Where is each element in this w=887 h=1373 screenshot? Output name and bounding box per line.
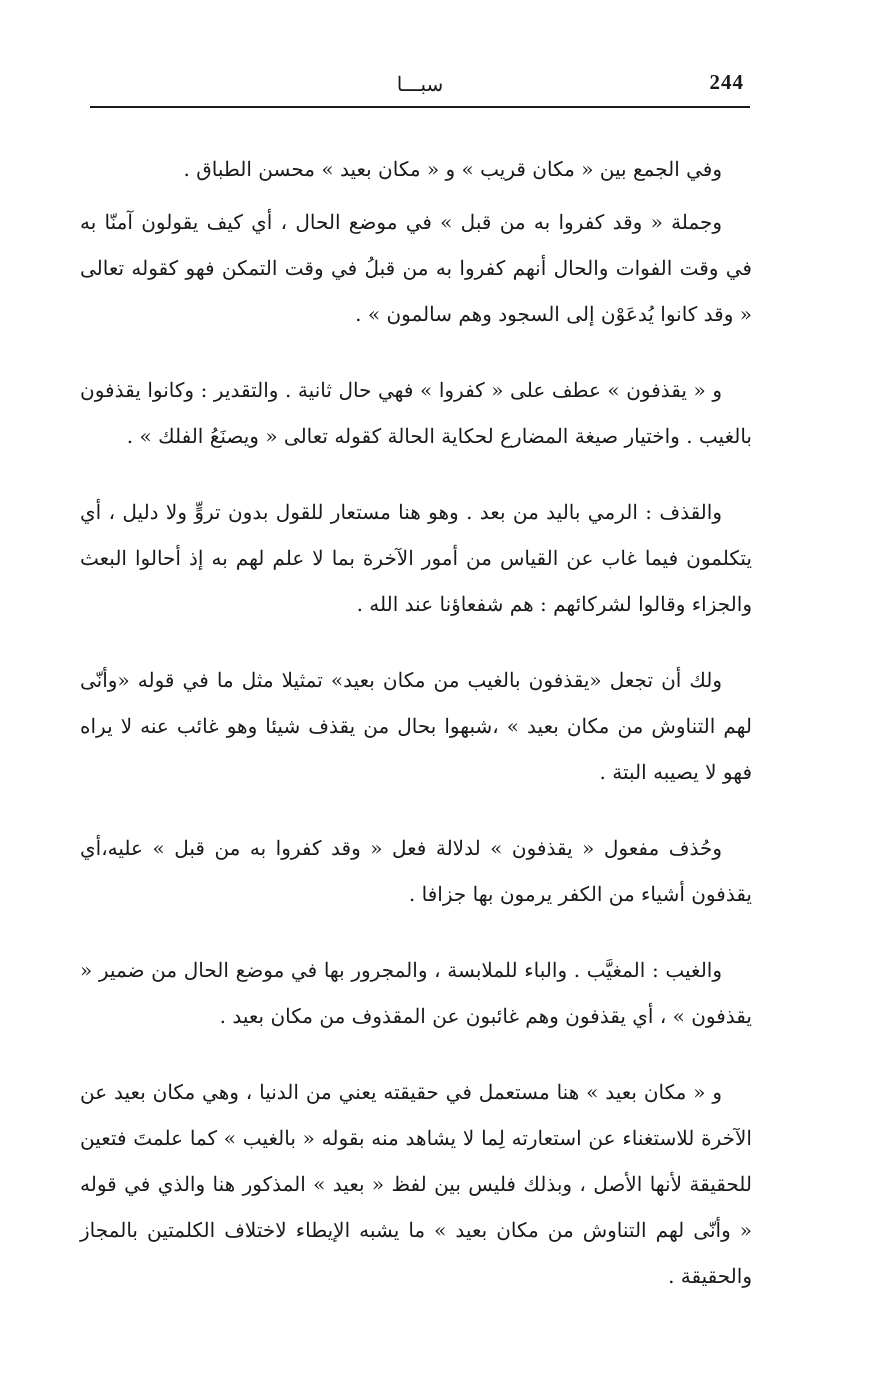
paragraph-7: والغيب : المغيَّب . والباء للملابسة ، والمجرور بها في موضع الحال من ضمير « يقذفون » ، أي يقذفون وهم غائبون عن المقذوف من مكان بعيد . xyxy=(80,958,752,1028)
paragraph-2: وجملة « وقد كفروا به من قبل » في موضع الحال ، أي كيف يقولون آمنّا به في وقت الفوات والحال أنهم كفروا به من قبلُ في وقت التمكن فهو كقوله تعالى « وقد كانوا يُدعَوْن إلى السجود وهم سالمون » . xyxy=(80,210,752,326)
paragraph-5: ولك أن تجعل «يقذفون بالغيب من مكان بعيد» تمثيلا مثل ما في قوله «وأنّى لهم التناوش من مكان بعيد » ،شبهوا بحال من يقذف شيئا وهو غائب عنه لا يراه فهو لا يصيبه البتة . xyxy=(80,668,752,784)
paragraph-4: والقذف : الرمي باليد من بعد . وهو هنا مستعار للقول بدون تروٍّ ولا دليل ، أي يتكلمون فيما غاب عن القياس من أمور الآخرة بما لا علم لهم به إذ أحالوا البعث والجزاء وقالوا لشركائهم : هم شفعاؤنا عند الله . xyxy=(80,500,753,616)
body-text xyxy=(80,146,752,1299)
header-rule xyxy=(90,106,750,108)
page-header xyxy=(90,66,750,106)
paragraph-1: وفي الجمع بين « مكان قريب » و « مكان بعيد » محسن الطباق . xyxy=(183,157,722,181)
page-number: 244 xyxy=(709,70,744,94)
paragraph-8: و « مكان بعيد » هنا مستعمل في حقيقته يعني من الدنيا ، وهي مكان بعيد عن الآخرة للاستغناء عن استعارته لِما لا يشاهد منه بقوله « بالغيب » كما علمتَ فتعين للحقيقة لأنها الأصل ، وبذلك فليس بين لفظ « بعيد » المذكور هنا والذي في قوله « وأنّى لهم التناوش من مكان بعيد » ما يشبه الإيطاء لاختلاف الكلمتين بالمجاز والحقيقة . xyxy=(80,1080,752,1288)
running-head: سبـــا xyxy=(396,72,444,96)
paragraph-6: وحُذف مفعول « يقذفون » لدلالة فعل « وقد كفروا به من قبل » عليه،أي يقذفون أشياء من الكفر يرمون بها جزافا . xyxy=(80,836,752,906)
paragraph-3: و « يقذفون » عطف على « كفروا » فهي حال ثانية . والتقدير : وكانوا يقذفون بالغيب . واختيار صيغة المضارع لحكاية الحالة كقوله تعالى « ويصنَعُ الفلك » . xyxy=(80,378,752,448)
